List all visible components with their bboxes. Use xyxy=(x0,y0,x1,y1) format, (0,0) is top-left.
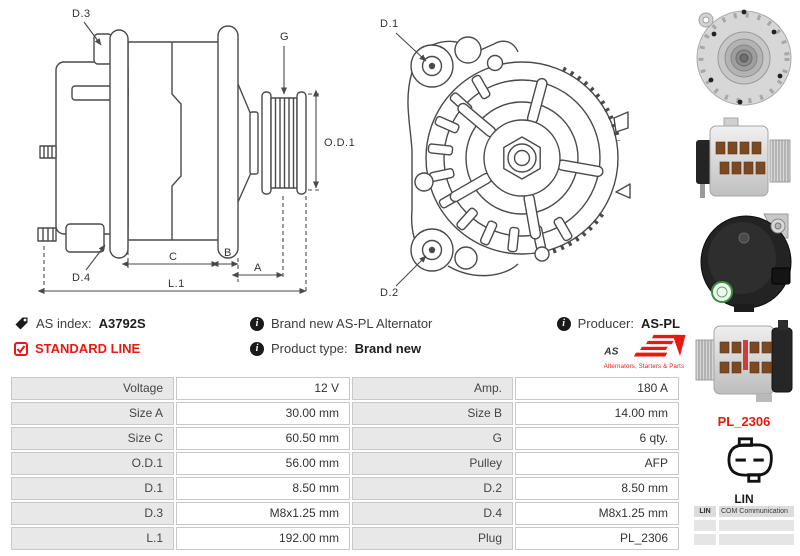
dim-label-a: A xyxy=(254,262,262,274)
spec-label: Pulley xyxy=(352,452,513,475)
spec-label: L.1 xyxy=(11,527,174,550)
alternator-front-photo xyxy=(692,4,796,112)
spec-table xyxy=(11,377,679,550)
dim-label-d1: D.1 xyxy=(380,18,399,30)
tag-icon xyxy=(14,316,29,331)
legend-desc-empty xyxy=(719,520,794,531)
dim-label-d2: D.2 xyxy=(380,287,399,299)
spec-label: O.D.1 xyxy=(11,452,174,475)
as-index-line xyxy=(14,316,146,331)
brand-new-text: Brand new AS-PL Alternator xyxy=(271,316,433,331)
spec-label: Amp. xyxy=(352,377,513,400)
product-type-value: Brand new xyxy=(354,341,422,356)
product-type-label: Product type: xyxy=(271,341,348,356)
spec-value: 56.00 mm xyxy=(176,452,350,475)
spec-value: 8.50 mm xyxy=(176,477,350,500)
spec-label: D.1 xyxy=(11,477,174,500)
spec-label: Size B xyxy=(352,402,513,425)
as-logo-mark xyxy=(602,334,686,358)
spec-value: PL_2306 xyxy=(515,527,679,550)
front-view-drawing xyxy=(352,0,688,305)
spec-value: 14.00 mm xyxy=(515,402,679,425)
spec-value: 6 qty. xyxy=(515,427,679,450)
spec-label: D.3 xyxy=(11,502,174,525)
spec-label: G xyxy=(352,427,513,450)
as-logo-tagline: Alternators, Starters & Parts xyxy=(603,364,685,370)
connector-block xyxy=(690,436,798,506)
as-index-value: A3792S xyxy=(98,316,146,331)
product-photo-rear[interactable] xyxy=(690,208,798,314)
side-view-drawing xyxy=(6,0,360,305)
info-icon: i xyxy=(250,317,264,331)
legend-pin-empty xyxy=(694,534,716,545)
spec-value: 8.50 mm xyxy=(515,477,679,500)
dim-label-od1: O.D.1 xyxy=(324,137,356,149)
pin-legend xyxy=(694,506,794,548)
legend-desc: COM Communication xyxy=(719,506,794,517)
dim-label-g: G xyxy=(280,31,290,43)
spec-value: AFP xyxy=(515,452,679,475)
as-index-label: AS index: xyxy=(36,316,92,331)
legend-pin: LIN xyxy=(694,506,716,517)
as-pl-logo xyxy=(602,334,686,370)
checkbox-icon xyxy=(14,342,28,356)
spec-label: Size C xyxy=(11,427,174,450)
dim-label-d4: D.4 xyxy=(72,272,91,284)
spec-label: Voltage xyxy=(11,377,174,400)
connector-label: LIN xyxy=(734,492,754,506)
spec-value: 30.00 mm xyxy=(176,402,350,425)
producer-line xyxy=(540,316,680,331)
spec-value: M8x1.25 mm xyxy=(515,502,679,525)
standard-line-label: STANDARD LINE xyxy=(35,341,141,356)
producer-label: Producer: xyxy=(577,316,634,331)
product-type-line xyxy=(250,341,421,356)
product-photo-side-left[interactable] xyxy=(690,318,798,404)
brand-new-line xyxy=(250,316,432,331)
spec-label: Plug xyxy=(352,527,513,550)
lin-connector-icon xyxy=(711,436,777,486)
legend-desc-empty xyxy=(719,534,794,545)
product-photo-side-right[interactable] xyxy=(690,114,798,206)
legend-pin-empty xyxy=(694,520,716,531)
legend-row xyxy=(694,506,794,517)
spec-label: Size A xyxy=(11,402,174,425)
product-photo-front[interactable] xyxy=(690,4,798,112)
plug-code-label: PL_2306 xyxy=(717,414,771,429)
spec-value: 12 V xyxy=(176,377,350,400)
alternator-side-photo-2 xyxy=(692,318,796,404)
spec-value: 180 A xyxy=(515,377,679,400)
spec-label: D.4 xyxy=(352,502,513,525)
alternator-rear-photo xyxy=(692,208,796,314)
info-icon: i xyxy=(250,342,264,356)
spec-value: 192.00 mm xyxy=(176,527,350,550)
dim-label-d3: D.3 xyxy=(72,8,91,20)
alternator-side-photo xyxy=(692,114,796,206)
producer-value: AS-PL xyxy=(641,316,680,331)
spec-label: D.2 xyxy=(352,477,513,500)
dim-label-c: C xyxy=(169,251,178,263)
info-icon: i xyxy=(557,317,571,331)
product-sidebar xyxy=(690,0,798,556)
legend-row-empty xyxy=(694,534,794,545)
dim-label-l1: L.1 xyxy=(168,278,185,290)
as-logo-text: AS xyxy=(604,346,619,358)
spec-value: M8x1.25 mm xyxy=(176,502,350,525)
legend-row-empty xyxy=(694,520,794,531)
standard-line xyxy=(14,341,140,356)
dim-label-b: B xyxy=(224,247,232,259)
spec-value: 60.50 mm xyxy=(176,427,350,450)
